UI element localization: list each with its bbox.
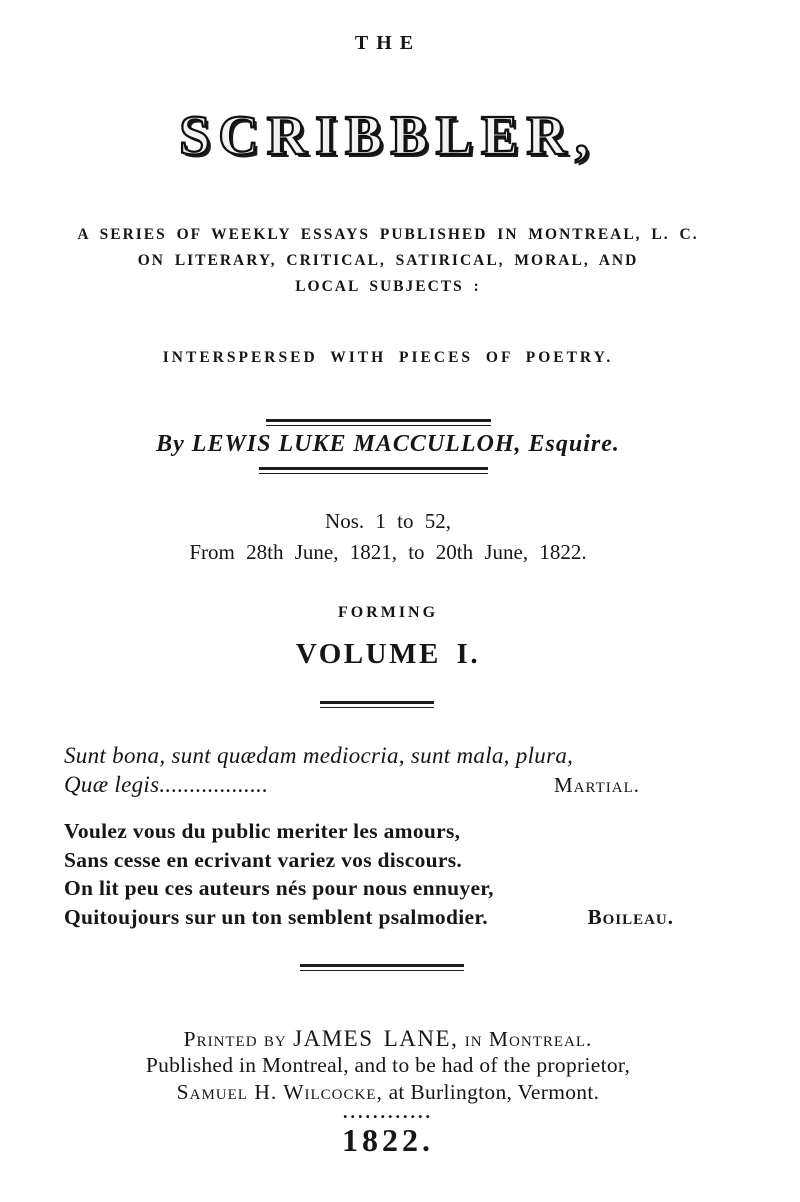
interspersed-note: INTERSPERSED WITH PIECES OF POETRY. — [162, 349, 614, 366]
subtitle-line-3: LOCAL SUBJECTS : — [295, 278, 481, 295]
french-epigraph-line-2: Sans cesse en ecrivant variez vos discours. — [64, 847, 463, 872]
martial-attribution: Martial. — [553, 773, 640, 797]
date-range: From 28th June, 1821, to 20th June, 1822. — [189, 540, 587, 564]
issue-numbers: Nos. 1 to 52, — [325, 509, 451, 533]
latin-epigraph-line-2 — [64, 770, 740, 800]
pretitle: THE — [354, 32, 422, 54]
publication-year: 1822. — [342, 1122, 434, 1158]
french-epigraph-line-3: On lit peu ces auteurs nés pour nous ennuyer, — [64, 876, 494, 900]
publisher-line: Published in Montreal, and to be had of the proprietor, — [145, 1053, 631, 1077]
printed-by-label: Printed by — [183, 1027, 294, 1051]
rule-below-quotes — [300, 964, 464, 971]
forming-label: FORMING — [337, 604, 439, 621]
volume-label: VOLUME I. — [295, 638, 481, 670]
latin-epigraph — [64, 741, 740, 800]
proprietor-address: at Burlington, Vermont. — [382, 1080, 600, 1104]
subtitle-line-1: A SERIES OF WEEKLY ESSAYS PUBLISHED IN MONTREAL, L. C. — [77, 226, 699, 243]
rule-above-byline — [266, 419, 491, 426]
book-title: SCRIBBLER, — [179, 105, 597, 167]
french-epigraph-line-1: Voulez vous du public meriter les amours, — [64, 819, 461, 843]
boileau-attribution: Boileau. — [587, 904, 674, 929]
subtitle-line-2: ON LITERARY, CRITICAL, SATIRICAL, MORAL, AND — [137, 252, 639, 269]
rule-below-byline — [259, 467, 488, 474]
rule-below-volume — [320, 701, 434, 708]
printed-where: in Montreal. — [458, 1027, 593, 1051]
french-epigraph — [64, 817, 740, 931]
dotted-separator: ............ — [343, 1102, 433, 1122]
french-epigraph-line-4 — [64, 903, 740, 932]
latin-epigraph-text: Quæ legis.................. — [64, 772, 269, 797]
printer-line — [0, 1026, 776, 1052]
latin-epigraph-line-1: Sunt bona, sunt quædam mediocria, sunt mala, plura, — [64, 743, 574, 768]
french-epigraph-text: Quitoujours sur un ton semblent psalmodier. — [64, 904, 488, 929]
author-byline: By LEWIS LUKE MACCULLOH, Esquire. — [156, 431, 620, 457]
proprietor-name: Samuel H. Wilcocke, — [176, 1080, 383, 1104]
printer-name: JAMES LANE, — [293, 1026, 459, 1051]
